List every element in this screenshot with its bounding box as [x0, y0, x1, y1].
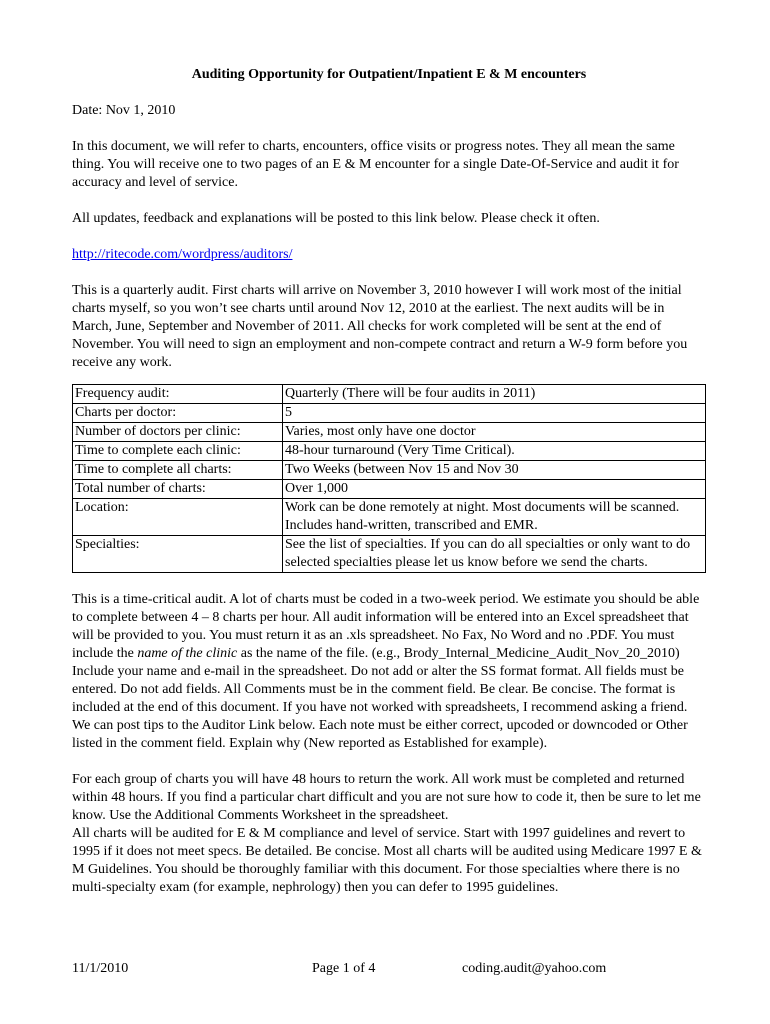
- footer-page-number: Page 1 of 4: [312, 961, 376, 976]
- row-label: Location:: [73, 499, 283, 536]
- group-paragraph: For each group of charts you will have 48 hours to return the work. All work must be completed and returned within 48 hours. If you find a particular chart difficult and you are not sure how to code it, then be sure to let me know. Use the Additional Comments Worksheet in the spreadsheet.: [72, 772, 701, 823]
- page-footer: [72, 960, 706, 980]
- row-value: See the list of specialties. If you can do all specialties or only want to do selected specialties please let us know before we send the charts.: [283, 536, 706, 573]
- row-value: Varies, most only have one doctor: [283, 423, 706, 442]
- table-row: [73, 385, 706, 404]
- quarterly-paragraph: This is a quarterly audit. First charts will arrive on November 3, 2010 however I will work most of the initial charts myself, so you won’t see charts until around Nov 12, 2010 at the earliest. The next audits will be in March, June, September and November of 2011. All checks for work completed will be sent at the end of November. You will need to sign an employment and non-compete contract and return a W-9 form before you receive any work.: [72, 283, 688, 370]
- row-value: Two Weeks (between Nov 15 and Nov 30: [283, 461, 706, 480]
- table-row: [73, 461, 706, 480]
- row-value: Over 1,000: [283, 480, 706, 499]
- row-value: 48-hour turnaround (Very Time Critical).: [283, 442, 706, 461]
- row-label: Charts per doctor:: [73, 404, 283, 423]
- row-label: Frequency audit:: [73, 385, 283, 404]
- footer-email: coding.audit@yahoo.com: [462, 961, 607, 976]
- clinic-name-emphasis: name of the clinic: [137, 646, 238, 661]
- auditors-link[interactable]: http://ritecode.com/wordpress/auditors/: [72, 247, 293, 262]
- row-label: Total number of charts:: [73, 480, 283, 499]
- table-row: [73, 480, 706, 499]
- document-page: [72, 66, 706, 897]
- row-label: Number of doctors per clinic:: [73, 423, 283, 442]
- intro-paragraph: In this document, we will refer to charts, encounters, office visits or progress notes. They all mean the same thing. You will receive one to two pages of an E & M encounter for a single Date-Of-Service and audit it for accuracy and level of service.: [72, 139, 679, 190]
- table-row: [73, 423, 706, 442]
- table-row: [73, 442, 706, 461]
- row-label: Time to complete all charts:: [73, 461, 283, 480]
- footer-date: 11/1/2010: [72, 961, 129, 976]
- audit-details-table: [72, 384, 706, 573]
- row-label: Specialties:: [73, 536, 283, 573]
- row-label: Time to complete each clinic:: [73, 442, 283, 461]
- audited-paragraph: All charts will be audited for E & M compliance and level of service. Start with 1997 guidelines and revert to 1995 if it does not meet specs. Be detailed. Be concise. Most all charts will be audited using Medicare 1997 E & M Guidelines. You should be thoroughly familiar with this document. For those specialties where there is no multi-specialty exam (for example, nephrology) then you can defer to 1995 guidelines.: [72, 826, 702, 895]
- row-value: Quarterly (There will be four audits in 2011): [283, 385, 706, 404]
- time-critical-text-2: as the name of the file. (e.g., Brody_Internal_Medicine_Audit_Nov_20_2010) Include your name and e-mail in the spreadsheet. Do not add or alter the SS format format. All fields must be entered. Do not add fields. All Comments must be in the comment field. Be clear. Be concise. The format is included at the end of this document. If you have not worked with spreadsheets, I recommend asking a friend. We can post tips to the Auditor Link below. Each note must be either correct, upcoded or downcoded or Other listed in the comment field. Explain why (New reported as Established for example).: [72, 646, 688, 751]
- document-date: Date: Nov 1, 2010: [72, 103, 176, 118]
- time-critical-paragraph: [72, 591, 706, 753]
- table-row: [73, 499, 706, 536]
- document-title: Auditing Opportunity for Outpatient/Inpatient E & M encounters: [191, 67, 587, 82]
- time-critical-text-1: This is a time-critical audit. A lot of charts must be coded in a two-week period. We estimate you should be able to complete between 4 – 8 charts per hour. All audit information will be entered into an Excel spreadsheet that will be provided to you. You must return it as an .xls spreadsheet. No Fax, No Word and no .PDF. You must include the: [72, 592, 700, 661]
- row-value: 5: [283, 404, 706, 423]
- table-row: [73, 404, 706, 423]
- updates-paragraph: All updates, feedback and explanations will be posted to this link below. Please check it often.: [72, 211, 600, 226]
- row-value: Work can be done remotely at night. Most documents will be scanned. Includes hand-written, transcribed and EMR.: [283, 499, 706, 536]
- table-row: [73, 536, 706, 573]
